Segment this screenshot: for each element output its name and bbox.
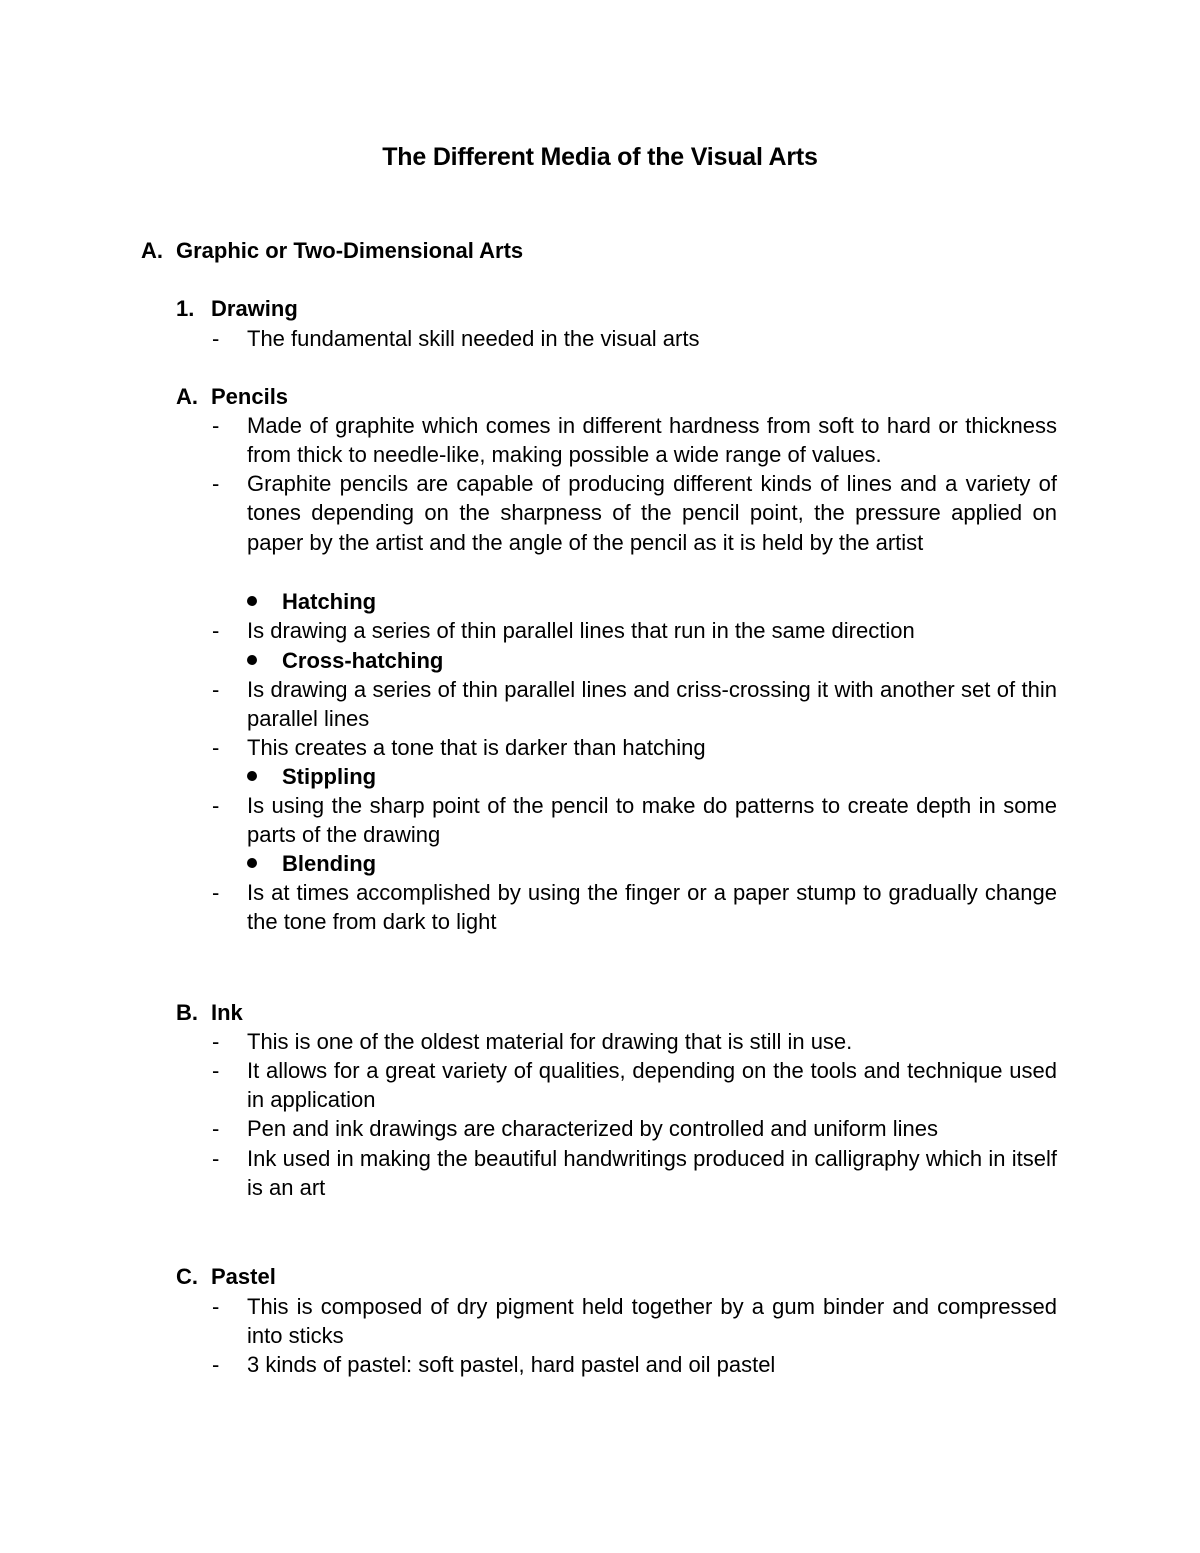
technique-heading: Blending (282, 851, 377, 876)
technique-item: Is using the sharp point of the pencil to make do patterns to create depth in some parts of the drawing (247, 793, 1057, 848)
ink-item: Ink used in making the beautiful handwritings produced in calligraphy which in itself is an art (247, 1146, 1057, 1201)
drawing-heading: Drawing (211, 296, 298, 321)
technique-item: This creates a tone that is darker than hatching (247, 735, 706, 760)
technique-item: Is drawing a series of thin parallel lines that run in the same direction (247, 618, 915, 643)
dash-marker: - (212, 677, 220, 702)
ink-item: Pen and ink drawings are characterized by controlled and uniform lines (247, 1116, 938, 1141)
technique-heading: Cross-hatching (282, 648, 444, 673)
dash-marker: - (212, 1146, 220, 1171)
dash-marker: - (212, 1058, 220, 1083)
ink-letter: B. (176, 1000, 198, 1025)
drawing-item: The fundamental skill needed in the visual arts (247, 326, 700, 351)
technique-heading: Hatching (282, 589, 377, 614)
page-title: The Different Media of the Visual Arts (382, 143, 818, 171)
bullet-icon (247, 771, 257, 781)
technique-item: Is drawing a series of thin parallel lines and criss-crossing it with another set of thin parallel lines (247, 677, 1057, 732)
technique-item: Is at times accomplished by using the finger or a paper stump to gradually change the tone from dark to light (247, 880, 1057, 935)
dash-marker: - (212, 326, 220, 351)
ink-item: This is one of the oldest material for drawing that is still in use. (247, 1029, 853, 1054)
ink-item: It allows for a great variety of qualities, depending on the tools and technique used in application (247, 1058, 1057, 1113)
bullet-icon (247, 596, 257, 606)
pastel-heading: Pastel (211, 1264, 276, 1289)
drawing-number: 1. (176, 296, 195, 321)
section-letter: A. (141, 238, 163, 263)
ink-heading: Ink (211, 1000, 243, 1025)
dash-marker: - (212, 1029, 220, 1054)
dash-marker: - (212, 471, 220, 496)
dash-marker: - (212, 413, 220, 438)
section-heading: Graphic or Two-Dimensional Arts (176, 238, 524, 263)
dash-marker: - (212, 1116, 220, 1141)
bullet-icon (247, 858, 257, 868)
dash-marker: - (212, 618, 220, 643)
pencils-heading: Pencils (211, 384, 289, 409)
technique-heading: Stippling (282, 764, 377, 789)
pencils-item: Graphite pencils are capable of producing different kinds of lines and a variety of tones depending on the sharpness of the pencil point, the pressure applied on paper by the artist and the angle of the pencil as it is held by the artist (247, 471, 1057, 555)
pastel-letter: C. (176, 1264, 198, 1289)
pastel-item: This is composed of dry pigment held together by a gum binder and compressed into sticks (247, 1294, 1057, 1349)
dash-marker: - (212, 1352, 220, 1377)
dash-marker: - (212, 1294, 220, 1319)
pastel-item: 3 kinds of pastel: soft pastel, hard pastel and oil pastel (247, 1352, 776, 1377)
bullet-icon (247, 655, 257, 665)
dash-marker: - (212, 793, 220, 818)
dash-marker: - (212, 880, 220, 905)
pencils-letter: A. (176, 384, 198, 409)
pencils-item: Made of graphite which comes in different hardness from soft to hard or thickness from thick to needle-like, making possible a wide range of values. (247, 413, 1057, 468)
dash-marker: - (212, 735, 220, 760)
